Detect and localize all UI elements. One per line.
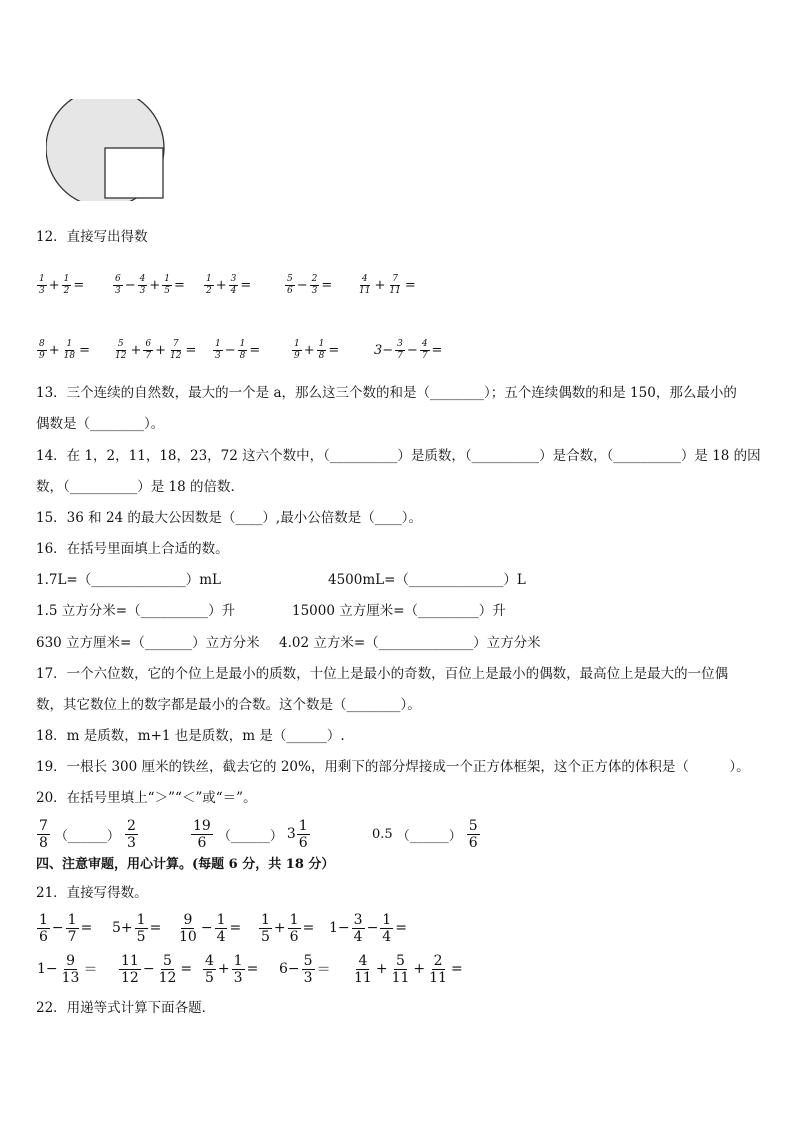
fraction: $\frac{1}{18}$ — [63, 338, 76, 361]
fraction: $\frac{5}{12}$ — [115, 338, 127, 361]
expression — [36, 908, 93, 948]
fraction: $\frac{1}{3}$ — [233, 952, 243, 986]
fraction: $\frac{4}{3}$ — [139, 273, 146, 296]
operator: = — [79, 342, 90, 358]
expression — [356, 269, 417, 301]
q20-item3 — [372, 814, 481, 854]
operator: − — [124, 277, 136, 293]
operator: 1− — [329, 920, 350, 936]
operator: = — [174, 277, 185, 293]
operator: ＝ — [83, 962, 98, 978]
operator: = — [185, 342, 197, 358]
expression — [278, 949, 332, 989]
q16-c: 1.5 立方分米=（__________）升 — [36, 603, 236, 619]
operator: + — [273, 920, 286, 936]
expression — [36, 334, 91, 366]
fraction: $\frac{1}{8}$ — [318, 338, 325, 361]
expression — [284, 269, 333, 301]
operator: − — [142, 961, 155, 977]
fraction: $\frac{1}{2}$ — [63, 273, 70, 296]
q20-item2 — [190, 814, 311, 854]
operator: − — [200, 920, 213, 936]
q16-d: 15000 立方厘米=（_________）升 — [292, 603, 506, 619]
fraction: $\frac{1}{5}$ — [261, 911, 270, 945]
fraction: $\frac{1}{8}$ — [239, 338, 246, 361]
q17-line2: 数，其它数位上的数字都是最小的合数。这个数是（________）。 — [36, 697, 421, 713]
operator: = — [450, 961, 463, 977]
q18-line1: 18．m 是质数，m+1 也是质数，m 是（______）. — [36, 728, 345, 744]
fraction: $\frac{1}{3}$ — [39, 273, 45, 296]
operator: = — [149, 920, 162, 936]
operator: 3− — [374, 342, 394, 358]
q17-line1: 17．一个六位数，它的个位上是最小的质数，十位上是最小的奇数，百位上是最小的偶数，最高位上是最大的一位偶 — [36, 666, 729, 682]
q21-title: 21．直接写得数。 — [36, 885, 148, 901]
q20-title: 20．在括号里填上“＞”“＜”或“＝”。 — [36, 790, 257, 806]
fraction: $\frac{7}{11}$ — [389, 273, 401, 296]
fraction: $\frac{1}{4}$ — [216, 911, 226, 945]
operator: = — [73, 277, 85, 293]
expression — [291, 334, 340, 366]
q16-e: 630 立方厘米=（_______）立方分米 — [36, 635, 260, 651]
fraction: $\frac{3}{4}$ — [353, 911, 363, 945]
operator: = — [404, 277, 416, 293]
operator: + — [149, 277, 161, 293]
fraction: $\frac{5}{11}$ — [391, 952, 410, 986]
fraction: $\frac{1}{5}$ — [136, 911, 146, 945]
fraction: $\frac{1}{7}$ — [67, 911, 77, 945]
fraction: $\frac{5}{12}$ — [158, 952, 177, 986]
q20-i3-a: 0.5 — [372, 826, 393, 842]
fraction: $\frac{3}{7}$ — [397, 338, 403, 361]
operator: ＝ — [316, 962, 331, 978]
fraction: $\frac{9}{10}$ — [179, 911, 197, 945]
fraction: $\frac{1}{6}$ — [289, 911, 299, 945]
operator: = — [249, 342, 261, 358]
q19-line1: 19．一根长 300 厘米的铁丝，截去它的 20%，用剩下的部分焊接成一个正方体框架，这个正方体的体积是（ ）。 — [36, 759, 750, 775]
operator: − — [51, 920, 64, 936]
fraction: $\frac{2}{11}$ — [429, 952, 447, 986]
operator: + — [155, 342, 166, 358]
operator: + — [215, 277, 227, 293]
fraction: $\frac{1}{6}$ — [39, 911, 48, 945]
expression — [258, 908, 315, 948]
expression — [111, 908, 162, 948]
operator: 6− — [279, 961, 300, 977]
operator: + — [374, 277, 386, 293]
operator: + — [303, 342, 315, 358]
expression — [36, 269, 85, 301]
fraction: $\frac{9}{13}$ — [61, 952, 80, 986]
expression — [36, 949, 98, 989]
expression — [373, 334, 443, 366]
fraction: $\frac{6}{3}$ — [115, 273, 121, 296]
operator: = — [328, 342, 340, 358]
expression — [112, 334, 197, 366]
operator: − — [406, 342, 418, 358]
operator: = — [431, 342, 443, 358]
fraction: $\frac{5}{3}$ — [303, 952, 313, 986]
circle-square-figure — [46, 99, 168, 201]
fraction: $\frac{4}{11}$ — [359, 273, 371, 296]
q22-title: 22．用递等式计算下面各题． — [36, 1000, 216, 1016]
q20-i3-blank: （______） — [396, 828, 462, 844]
fraction: $\frac{2}{3}$ — [311, 273, 318, 296]
expression — [212, 334, 261, 366]
operator: = — [321, 277, 333, 293]
q20-i2-whole: 3 — [286, 826, 296, 842]
fraction: $\frac{11}{12}$ — [121, 952, 139, 986]
q20-i1-blank: （______） — [54, 828, 120, 844]
fraction: $\frac{4}{5}$ — [205, 952, 214, 986]
fraction: $\frac{1}{2}$ — [206, 273, 212, 296]
q12-title: 12．直接写出得数 — [36, 229, 148, 245]
operator: = — [240, 277, 252, 293]
expression — [112, 269, 186, 301]
q14-line2: 数，（__________）是 18 的倍数． — [36, 479, 245, 495]
fraction: $\frac{4}{11}$ — [354, 952, 372, 986]
q21-row1 — [36, 908, 456, 948]
operator: + — [375, 961, 388, 977]
expression — [202, 949, 259, 989]
operator: = — [229, 920, 242, 936]
expression — [176, 908, 242, 948]
fraction: $\frac{1}{5}$ — [164, 273, 171, 296]
operator: − — [296, 277, 308, 293]
q12-row2 — [36, 334, 496, 366]
q21-row2 — [36, 949, 463, 989]
fraction: $\frac{7}{12}$ — [170, 338, 182, 361]
fraction: $\frac{5}{6}$ — [287, 273, 293, 296]
q16-title: 16．在括号里面填上合适的数。 — [36, 541, 229, 557]
expression — [351, 949, 464, 989]
q16-b: 4500mL=（______________）L — [328, 572, 526, 588]
operator: + — [130, 342, 142, 358]
q20-i2-blank: （______） — [217, 828, 283, 844]
expression — [118, 949, 193, 989]
fraction: $\frac{3}{4}$ — [230, 273, 237, 296]
q20-i1-a: $\frac{7}{8}$ — [39, 817, 48, 851]
expression — [203, 269, 252, 301]
operator: = — [180, 961, 193, 977]
q13-line1: 13．三个连续的自然数，最大的一个是 a，那么这三个数的和是（________）；五个连续偶数的和是 150，那么最小的 — [36, 385, 737, 401]
q15-line1: 15．36 和 24 的最大公因数是（____）,最小公倍数是（____）。 — [36, 510, 422, 526]
operator: = — [302, 920, 315, 936]
operator: 5+ — [112, 920, 133, 936]
fraction: $\frac{4}{7}$ — [421, 338, 428, 361]
operator: − — [366, 920, 379, 936]
section4-title: 四、注意审题，用心计算。(每题 6 分，共 18 分） — [36, 857, 335, 872]
operator: + — [48, 277, 60, 293]
fraction: $\frac{8}{9}$ — [39, 338, 45, 361]
q16-a: 1.7L=（______________）mL — [36, 572, 222, 588]
q20-item1 — [36, 814, 139, 854]
q20-i1-b: $\frac{2}{3}$ — [126, 817, 136, 851]
fraction: $\frac{1}{9}$ — [294, 338, 300, 361]
expression — [328, 908, 408, 948]
q20-i2-a: $\frac{19}{6}$ — [193, 817, 211, 851]
operator: = — [395, 920, 407, 936]
operator: + — [413, 961, 426, 977]
q12-row1 — [36, 269, 496, 301]
operator: = — [80, 920, 93, 936]
fraction: $\frac{6}{7}$ — [145, 338, 152, 361]
fraction: $\frac{1}{3}$ — [215, 338, 221, 361]
q13-line2: 偶数是（________）。 — [36, 416, 165, 432]
fraction: $\frac{1}{4}$ — [382, 911, 392, 945]
operator: 1− — [37, 961, 58, 977]
q20-i3-b: $\frac{5}{6}$ — [468, 817, 478, 851]
operator: = — [246, 961, 259, 977]
q20-i2-b: $\frac{1}{6}$ — [298, 817, 308, 851]
operator: − — [224, 342, 236, 358]
q16-f: 4.02 立方米=（______________）立方分米 — [279, 635, 541, 651]
q14-line1: 14．在 1，2，11，18，23，72 这六个数中，（__________）是质数，（__________）是合数，（__________）是 18 的因 — [36, 448, 761, 464]
operator: + — [48, 342, 60, 358]
operator: + — [217, 961, 230, 977]
